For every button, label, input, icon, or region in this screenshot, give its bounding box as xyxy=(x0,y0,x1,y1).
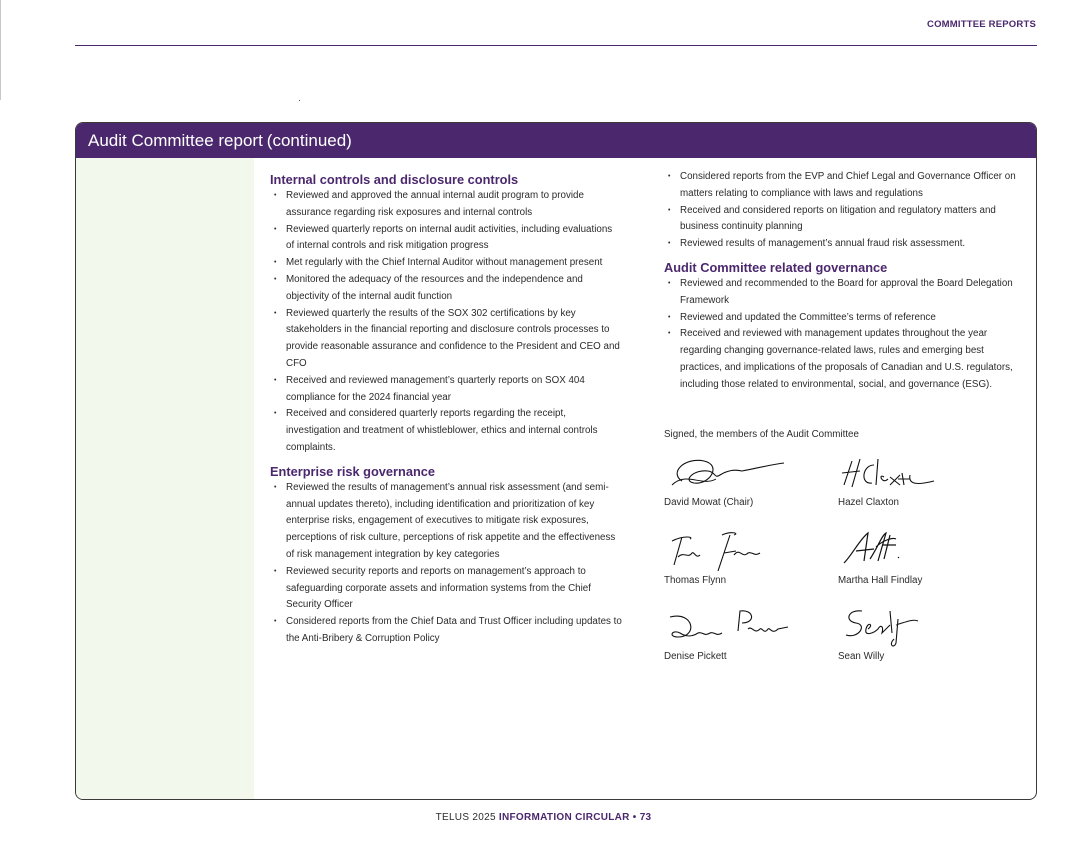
signature-image xyxy=(664,603,794,649)
section-heading: Internal controls and disclosure controls xyxy=(270,172,519,187)
bullet-list xyxy=(270,188,622,457)
page-number: 73 xyxy=(639,812,652,823)
signature-image xyxy=(838,525,968,573)
signature-block xyxy=(664,603,814,662)
list-item: • Reviewed and approved the annual internal audit program to provide assurance regarding risk exposures and internal controls xyxy=(270,188,622,222)
signatory-name: Thomas Flynn xyxy=(664,575,727,586)
list-item: • Reviewed security reports and reports on management’s approach to safeguarding corporate assets and information systems from the Chief Security Officer xyxy=(270,564,622,614)
panel-title: Audit Committee report xyxy=(88,130,263,150)
footer-prefix: TELUS 2025 xyxy=(435,812,499,823)
list-item: • Reviewed and recommended to the Board for approval the Board Delegation Framework xyxy=(664,276,1026,310)
right-column xyxy=(664,171,1026,396)
report-panel xyxy=(75,122,1037,800)
page-edge-line xyxy=(0,0,1,100)
list-item: • Considered reports from the EVP and Chief Legal and Governance Officer on matters relating to compliance with laws and regulations xyxy=(664,169,1026,203)
signature-image xyxy=(664,451,794,495)
list-item: • Received and reviewed management’s quarterly reports on SOX 404 compliance for the 2024 financial year xyxy=(270,373,622,407)
signatory-name: Sean Willy xyxy=(838,651,885,662)
section-heading: Audit Committee related governance xyxy=(664,259,888,275)
bullet-list xyxy=(664,169,1026,253)
signed-label: Signed, the members of the Audit Committee xyxy=(664,429,859,440)
signatory-name: Martha Hall Findlay xyxy=(838,575,923,586)
list-item: • Monitored the adequacy of the resources and the independence and objectivity of the internal audit function xyxy=(270,272,622,306)
bullet-list xyxy=(664,276,1026,394)
left-column xyxy=(270,171,622,650)
bullet-list xyxy=(270,480,622,648)
panel-title-suffix: (continued) xyxy=(266,130,352,150)
signature-block xyxy=(664,525,814,586)
signature-image xyxy=(838,603,968,649)
list-item: • Received and considered reports on litigation and regulatory matters and business continuity planning xyxy=(664,203,1026,237)
signature-image xyxy=(838,451,968,495)
page-footer xyxy=(0,812,1087,823)
footer-title: INFORMATION CIRCULAR xyxy=(498,812,630,823)
list-item: • Reviewed and updated the Committee’s terms of reference xyxy=(664,310,1026,327)
stray-dot xyxy=(299,100,300,101)
panel-header xyxy=(76,123,1036,158)
list-item: • Reviewed quarterly the results of the SOX 302 certifications by key stakeholders in the financial reporting and disclosure controls processes to provide reasonable assurance and confidence to the President and CEO and CFO xyxy=(270,306,622,373)
footer-separator: • xyxy=(629,812,640,823)
list-item: • Received and considered quarterly reports regarding the receipt, investigation and treatment of whistleblower, ethics and internal controls complaints. xyxy=(270,406,622,456)
signatory-name: Denise Pickett xyxy=(664,651,727,662)
signature-block xyxy=(838,525,988,586)
signatory-name: David Mowat (Chair) xyxy=(664,497,754,508)
header-divider xyxy=(75,45,1037,46)
list-item: • Considered reports from the Chief Data and Trust Officer including updates to the Anti-Bribery & Corruption Policy xyxy=(270,614,622,648)
signature-block xyxy=(838,603,988,662)
signature-block xyxy=(838,451,988,508)
signatory-name: Hazel Claxton xyxy=(838,497,899,508)
list-item: • Reviewed quarterly reports on internal audit activities, including evaluations of internal controls and risk mitigation progress xyxy=(270,222,622,256)
signature-image xyxy=(664,525,794,573)
list-item: • Reviewed results of management’s annual fraud risk assessment. xyxy=(664,236,1026,253)
list-item: • Reviewed the results of management’s annual risk assessment (and semi-annual updates thereto), including identification and prioritization of key enterprise risks, engagement of executives to mitigate risk exposures, perceptions of risk culture, perceptions of risk appetite and the effectiveness of risk management integration by key categories xyxy=(270,480,622,564)
signature-block xyxy=(664,451,814,508)
list-item: • Met regularly with the Chief Internal Auditor without management present xyxy=(270,255,622,272)
section-heading: Enterprise risk governance xyxy=(270,463,436,479)
list-item: • Received and reviewed with management updates throughout the year regarding changing governance-related laws, rules and emerging best practices, and implications of the proposals of Canadian and U.S. regulators, including those related to environmental, social, and governance (ESG). xyxy=(664,326,1026,393)
section-label: COMMITTEE REPORTS xyxy=(927,19,1036,30)
panel-sidebar xyxy=(76,158,254,799)
